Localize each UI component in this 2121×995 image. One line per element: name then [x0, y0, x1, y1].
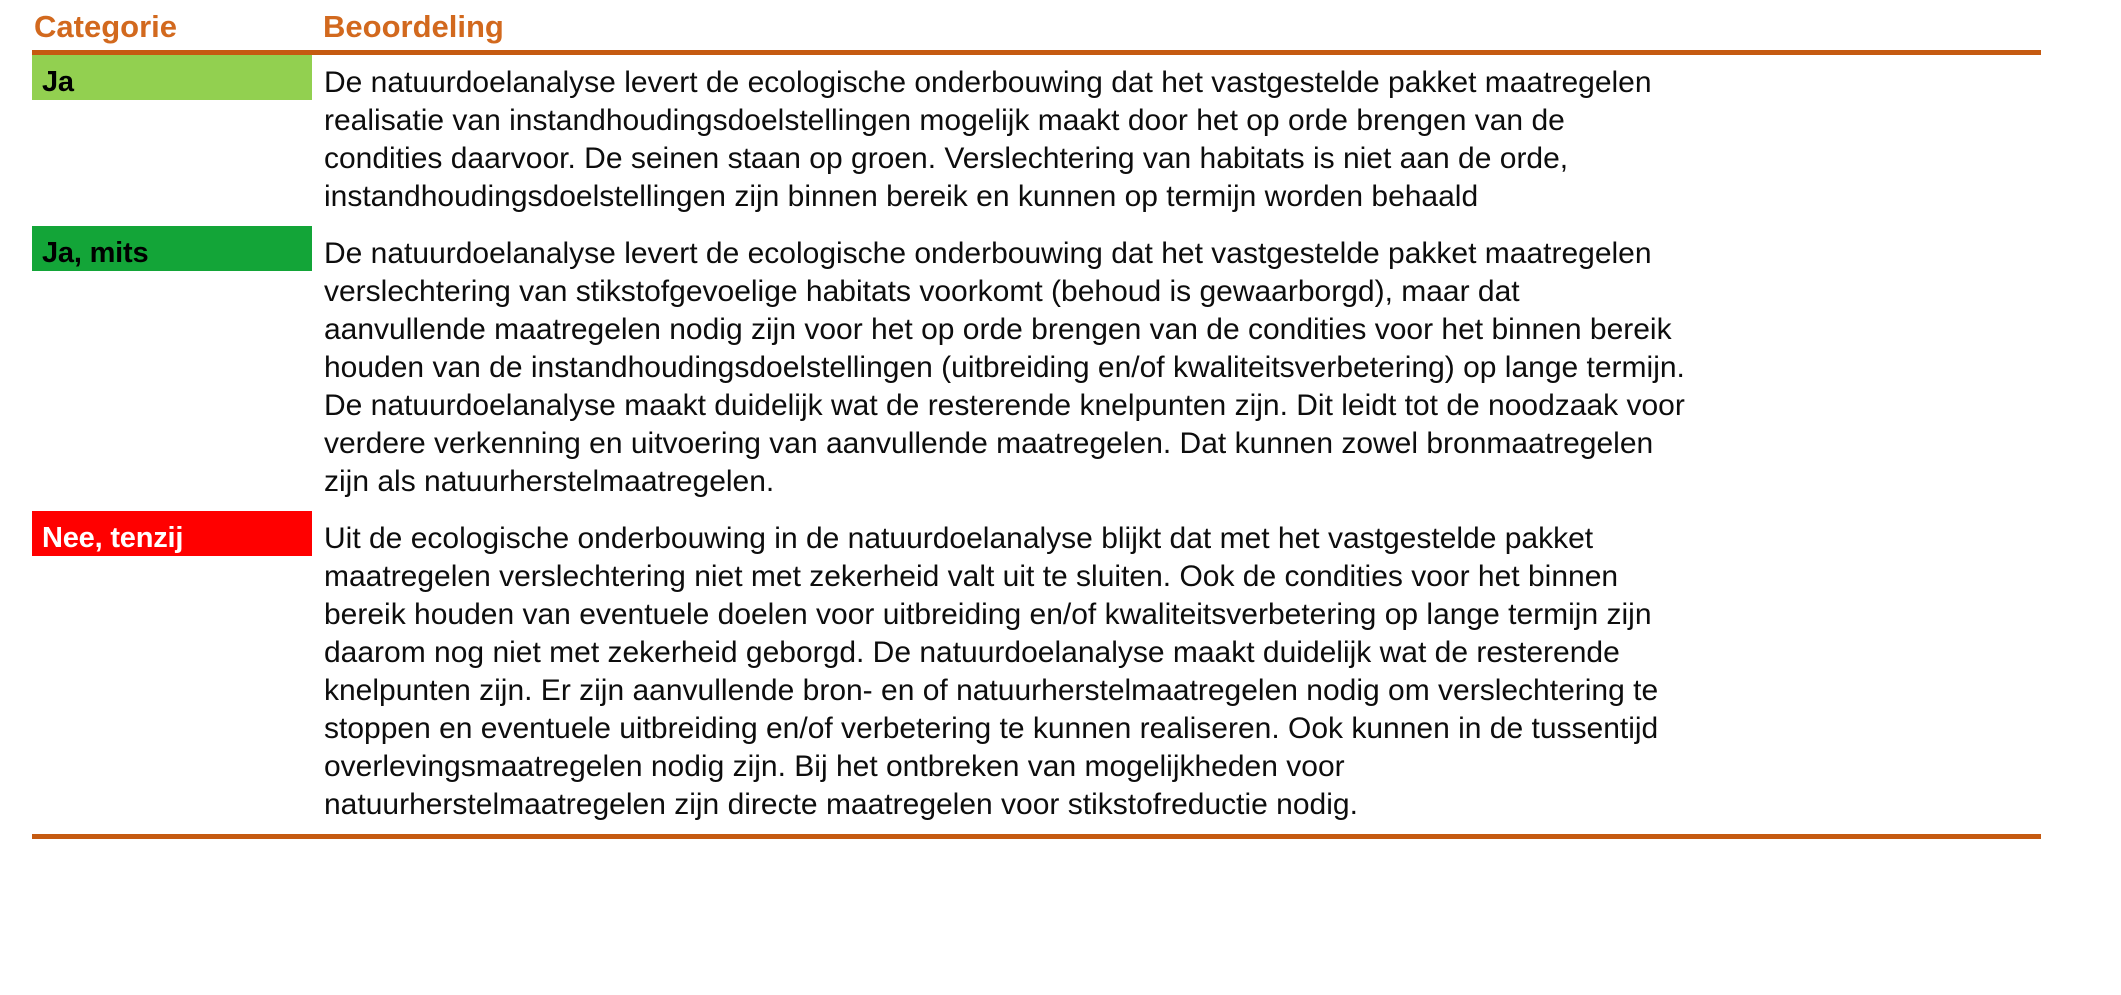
assessment-line: De natuurdoelanalyse levert de ecologische onderbouwing dat het vastgestelde pakket maatregelen [324, 66, 1652, 99]
assessment-line: daarom nog niet met zekerheid geborgd. De natuurdoelanalyse maakt duidelijk wat de resterende [324, 636, 1620, 669]
category-label: Nee, tenzij [42, 522, 184, 554]
assessment-cell [312, 226, 2041, 511]
assessment-line: verslechtering van stikstofgevoelige habitats voorkomt (behoud is gewaarborgd), maar dat [324, 275, 1520, 308]
assessment-text [324, 520, 2027, 824]
assessment-line: natuurherstelmaatregelen zijn directe maatregelen voor stikstofreductie nodig. [324, 788, 1358, 821]
assessment-line: bereik houden van eventuele doelen voor uitbreiding en/of kwaliteitsverbetering op lange termijn zijn [324, 598, 1652, 631]
assessment-cell [312, 511, 2041, 834]
bottom-rule-cell [32, 834, 2041, 839]
table-header [32, 0, 2041, 55]
category-label: Ja, mits [42, 237, 149, 269]
category-cell [32, 511, 312, 834]
assessment-line: condities daarvoor. De seinen staan op groen. Verslechtering van habitats is niet aan de orde, [324, 142, 1569, 175]
assessment-line: stoppen en eventuele uitbreiding en/of verbetering te kunnen realiseren. Ook kunnen in de tussentijd [324, 712, 1659, 745]
bottom-rule-row [32, 834, 2041, 839]
column-header-categorie: Categorie [34, 9, 177, 44]
table-body [32, 55, 2041, 839]
column-header-beoordeling: Beoordeling [323, 9, 504, 44]
category-label: Ja [42, 66, 74, 98]
table-row [32, 511, 2041, 834]
category-color-swatch-nee-tenzij [32, 511, 312, 556]
table-row [32, 226, 2041, 511]
assessment-line: verdere verkenning en uitvoering van aanvullende maatregelen. Dat kunnen zowel bronmaatregelen [324, 427, 1654, 460]
assessment-line: knelpunten zijn. Er zijn aanvullende bron- en of natuurherstelmaatregelen nodig om verslechtering te [324, 674, 1659, 707]
assessment-line: Uit de ecologische onderbouwing in de natuurdoelanalyse blijkt dat met het vastgestelde pakket [324, 522, 1594, 555]
assessment-line: zijn als natuurherstelmaatregelen. [324, 465, 775, 498]
assessment-table [32, 0, 2041, 839]
bottom-orange-rule [32, 834, 2041, 839]
assessment-line: instandhoudingsdoelstellingen zijn binnen bereik en kunnen op termijn worden behaald [324, 180, 1479, 213]
assessment-line: overlevingsmaatregelen nodig zijn. Bij het ontbreken van mogelijkheden voor [324, 750, 1345, 783]
assessment-text [324, 235, 2027, 501]
category-cell [32, 226, 312, 511]
assessment-line: De natuurdoelanalyse maakt duidelijk wat de resterende knelpunten zijn. Dit leidt tot de noodzaak voor [324, 389, 1685, 422]
category-color-swatch-ja [32, 55, 312, 100]
assessment-line: houden van de instandhoudingsdoelstellingen (uitbreiding en/of kwaliteitsverbetering) op lange termijn. [324, 351, 1685, 384]
assessment-line: De natuurdoelanalyse levert de ecologische onderbouwing dat het vastgestelde pakket maatregelen [324, 237, 1652, 270]
category-cell [32, 55, 312, 226]
assessment-cell [312, 55, 2041, 226]
assessment-text [324, 64, 2027, 216]
assessment-line: aanvullende maatregelen nodig zijn voor het op orde brengen van de condities voor het binnen bereik [324, 313, 1672, 346]
assessment-line: maatregelen verslechtering niet met zekerheid valt uit te sluiten. Ook de condities voor het binnen [324, 560, 1619, 593]
table-row [32, 55, 2041, 226]
header-row [32, 0, 2041, 50]
assessment-line: realisatie van instandhoudingsdoelstellingen mogelijk maakt door het op orde brengen van de [324, 104, 1565, 137]
category-color-swatch-ja-mits [32, 226, 312, 271]
